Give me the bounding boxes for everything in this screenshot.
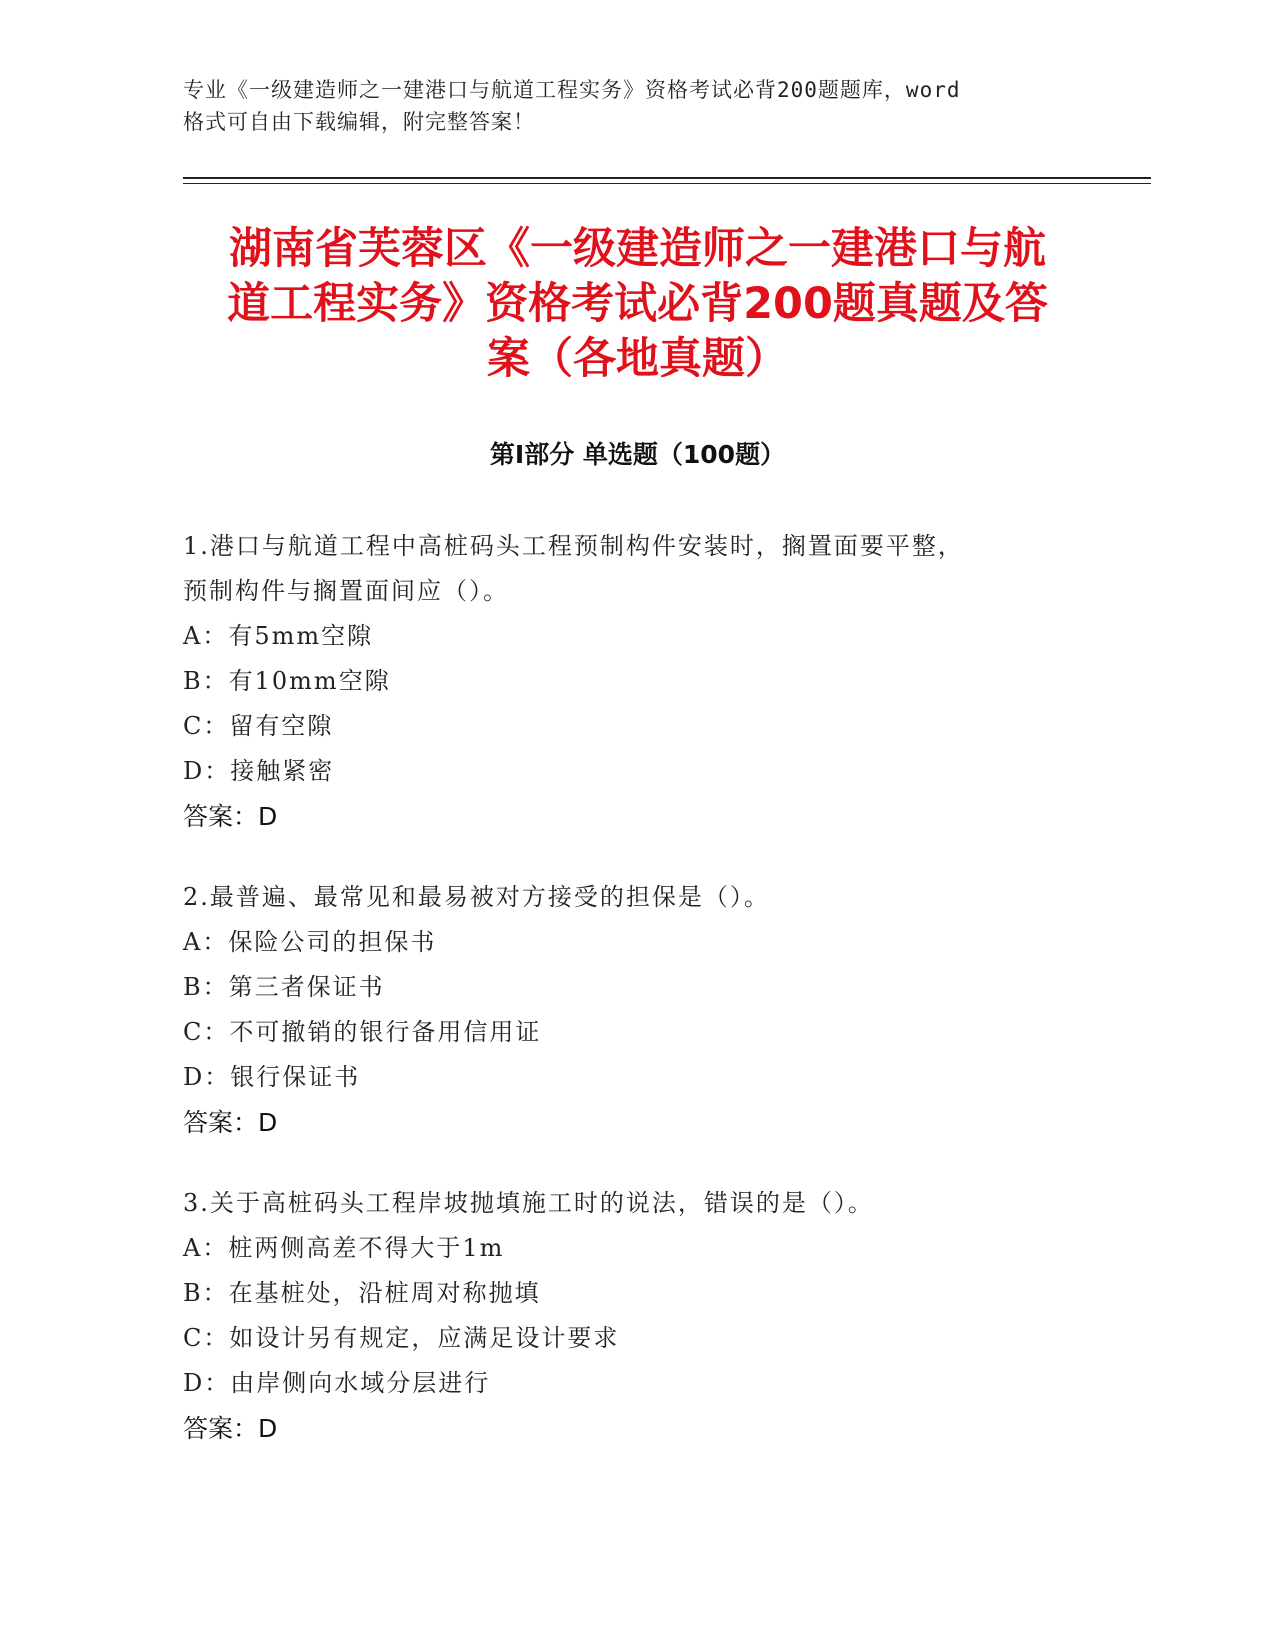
option-c: C：如设计另有规定，应满足设计要求 (183, 1324, 620, 1352)
answer: 答案：D (183, 802, 278, 831)
option-d: D：接触紧密 (183, 757, 335, 785)
option-d: D：由岸侧向水域分层进行 (183, 1369, 491, 1397)
question-stem: 2.最普遍、最常见和最易被对方接受的担保是（）。 (183, 883, 770, 911)
option-d: D：银行保证书 (183, 1063, 361, 1091)
option-b: B：有10mm空隙 (183, 667, 391, 695)
header-divider-thick (183, 177, 1151, 179)
option-a: A：有5mm空隙 (183, 622, 374, 650)
intro-line-1: 专业《一级建造师之一建港口与航道工程实务》资格考试必背200题题库，word (183, 78, 961, 102)
question-list (183, 524, 1063, 1487)
title-line-2: 道工程实务》资格考试必背200题真题及答 (227, 279, 1048, 329)
option-b: B：第三者保证书 (183, 973, 385, 1001)
question-stem (183, 524, 1063, 614)
answer: 答案：D (183, 1108, 278, 1137)
section-title: 第Ⅰ部分 单选题（100题） (489, 440, 786, 469)
question-stem-line-1: 1.港口与航道工程中高桩码头工程预制构件安装时，搁置面要平整， (183, 532, 964, 560)
option-a: A：桩两侧高差不得大于1m (183, 1234, 505, 1262)
question-3 (183, 1181, 1063, 1451)
intro-line-2: 格式可自由下载编辑，附完整答案！ (183, 110, 535, 134)
option-c: C：留有空隙 (183, 712, 334, 740)
answer: 答案：D (183, 1414, 278, 1443)
header-divider-thin (183, 183, 1151, 184)
title-line-3: 案（各地真题） (487, 334, 788, 384)
title-line-1: 湖南省芙蓉区《一级建造师之一建港口与航 (229, 224, 1046, 274)
option-c: C：不可撤销的银行备用信用证 (183, 1018, 542, 1046)
question-stem: 3.关于高桩码头工程岸坡抛填施工时的说法，错误的是（）。 (183, 1189, 874, 1217)
document-title (190, 222, 1085, 387)
option-b: B：在基桩处，沿桩周对称抛填 (183, 1279, 541, 1307)
document-intro (183, 74, 1063, 138)
option-a: A：保险公司的担保书 (183, 928, 437, 956)
question-stem-line-2: 预制构件与搁置面间应（）。 (183, 577, 509, 605)
question-1 (183, 524, 1063, 839)
question-2 (183, 875, 1063, 1145)
